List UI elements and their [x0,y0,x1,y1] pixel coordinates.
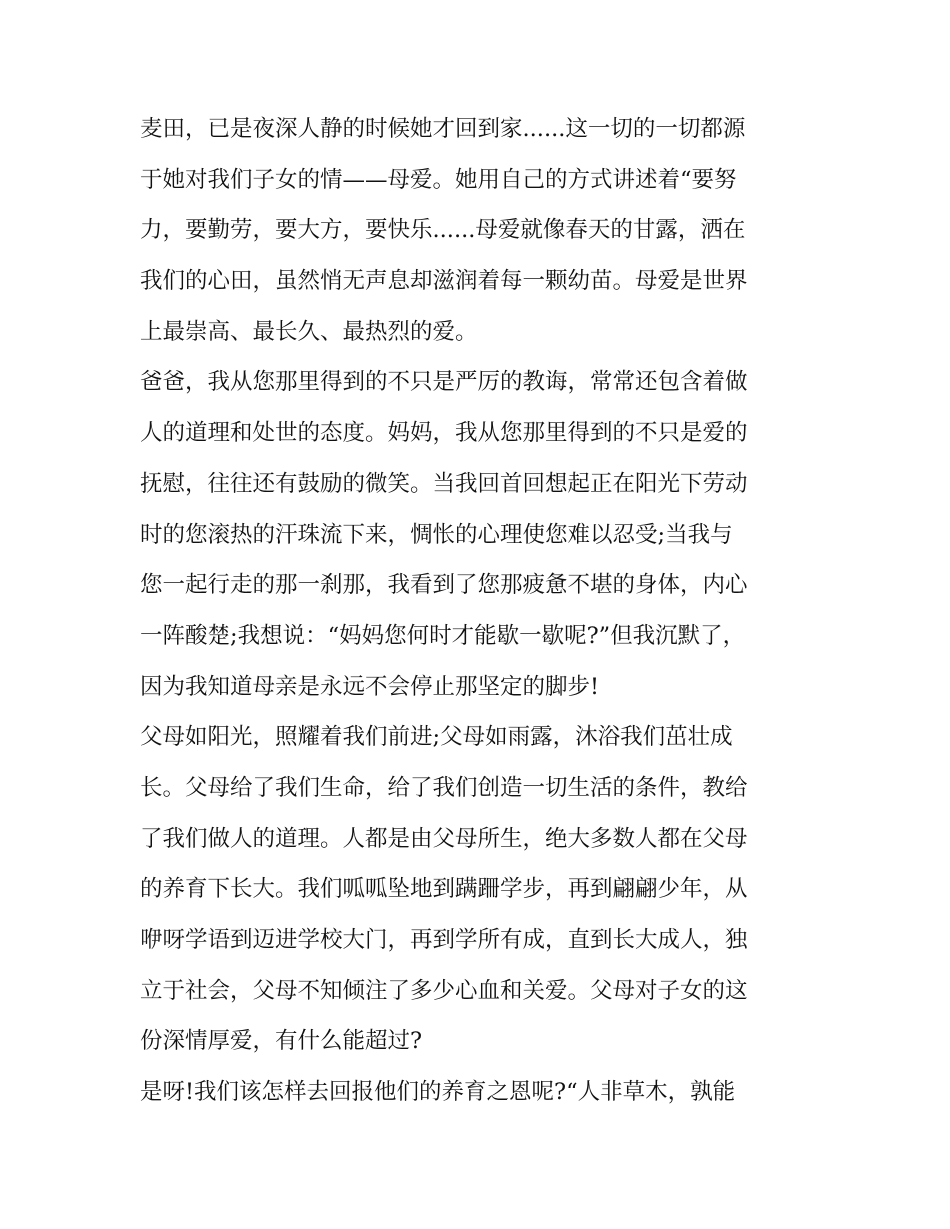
text-line: 力，要勤劳，要大方，要快乐......母爱就像春天的甘露，洒在 [140,217,746,244]
text-line: 份深情厚爱，有什么能超过? [140,1028,423,1055]
text-line: 上最崇高、最长久、最热烈的爱。 [140,318,478,345]
text-line: 了我们做人的道理。人都是由父母所生，绝大多数人都在父母 [140,825,748,852]
text-line: 父母如阳光，照耀着我们前进;父母如雨露，沐浴我们茁壮成 [140,724,733,751]
text-line: 是呀!我们该怎样去回报他们的养育之恩呢?“人非草木，孰能 [140,1079,736,1106]
text-line: 爸爸，我从您那里得到的不只是严厉的教诲，常常还包含着做 [140,369,748,396]
text-line: 您一起行走的那一刹那，我看到了您那疲惫不堪的身体，内心 [140,572,748,599]
text-line: 咿呀学语到迈进学校大门，再到学所有成，直到长大成人，独 [140,927,748,953]
text-line: 长。父母给了我们生命，给了我们创造一切生活的条件，教给 [140,774,748,801]
text-line: 抚慰，往往还有鼓励的微笑。当我回首回想起正在阳光下劳动 [140,470,748,497]
text-line: 立于社会，父母不知倾注了多少心血和关爱。父母对子女的这 [140,977,748,1004]
body-text [140,104,820,1118]
text-line: 我们的心田，虽然悄无声息却滋润着每一颗幼苗。母爱是世界 [140,268,748,295]
text-line: 麦田，已是夜深人静的时候她才回到家......这一切的一切都源 [140,116,746,142]
text-line: 人的道理和处世的态度。妈妈，我从您那里得到的不只是爱的 [140,420,748,447]
text-line: 时的您滚热的汗珠流下来，惆怅的心理使您难以忍受;当我与 [140,521,733,548]
text-line: 的养育下长大。我们呱呱坠地到蹒跚学步，再到翩翩少年，从 [140,876,748,903]
text-line: 于她对我们子女的情——母爱。她用自己的方式讲述着“要努 [140,166,737,193]
text-line: 一阵酸楚;我想说：“妈妈您何时才能歇一歇呢?”但我沉默了， [140,622,746,649]
text-line: 因为我知道母亲是永远不会停止那坚定的脚步! [140,673,600,700]
